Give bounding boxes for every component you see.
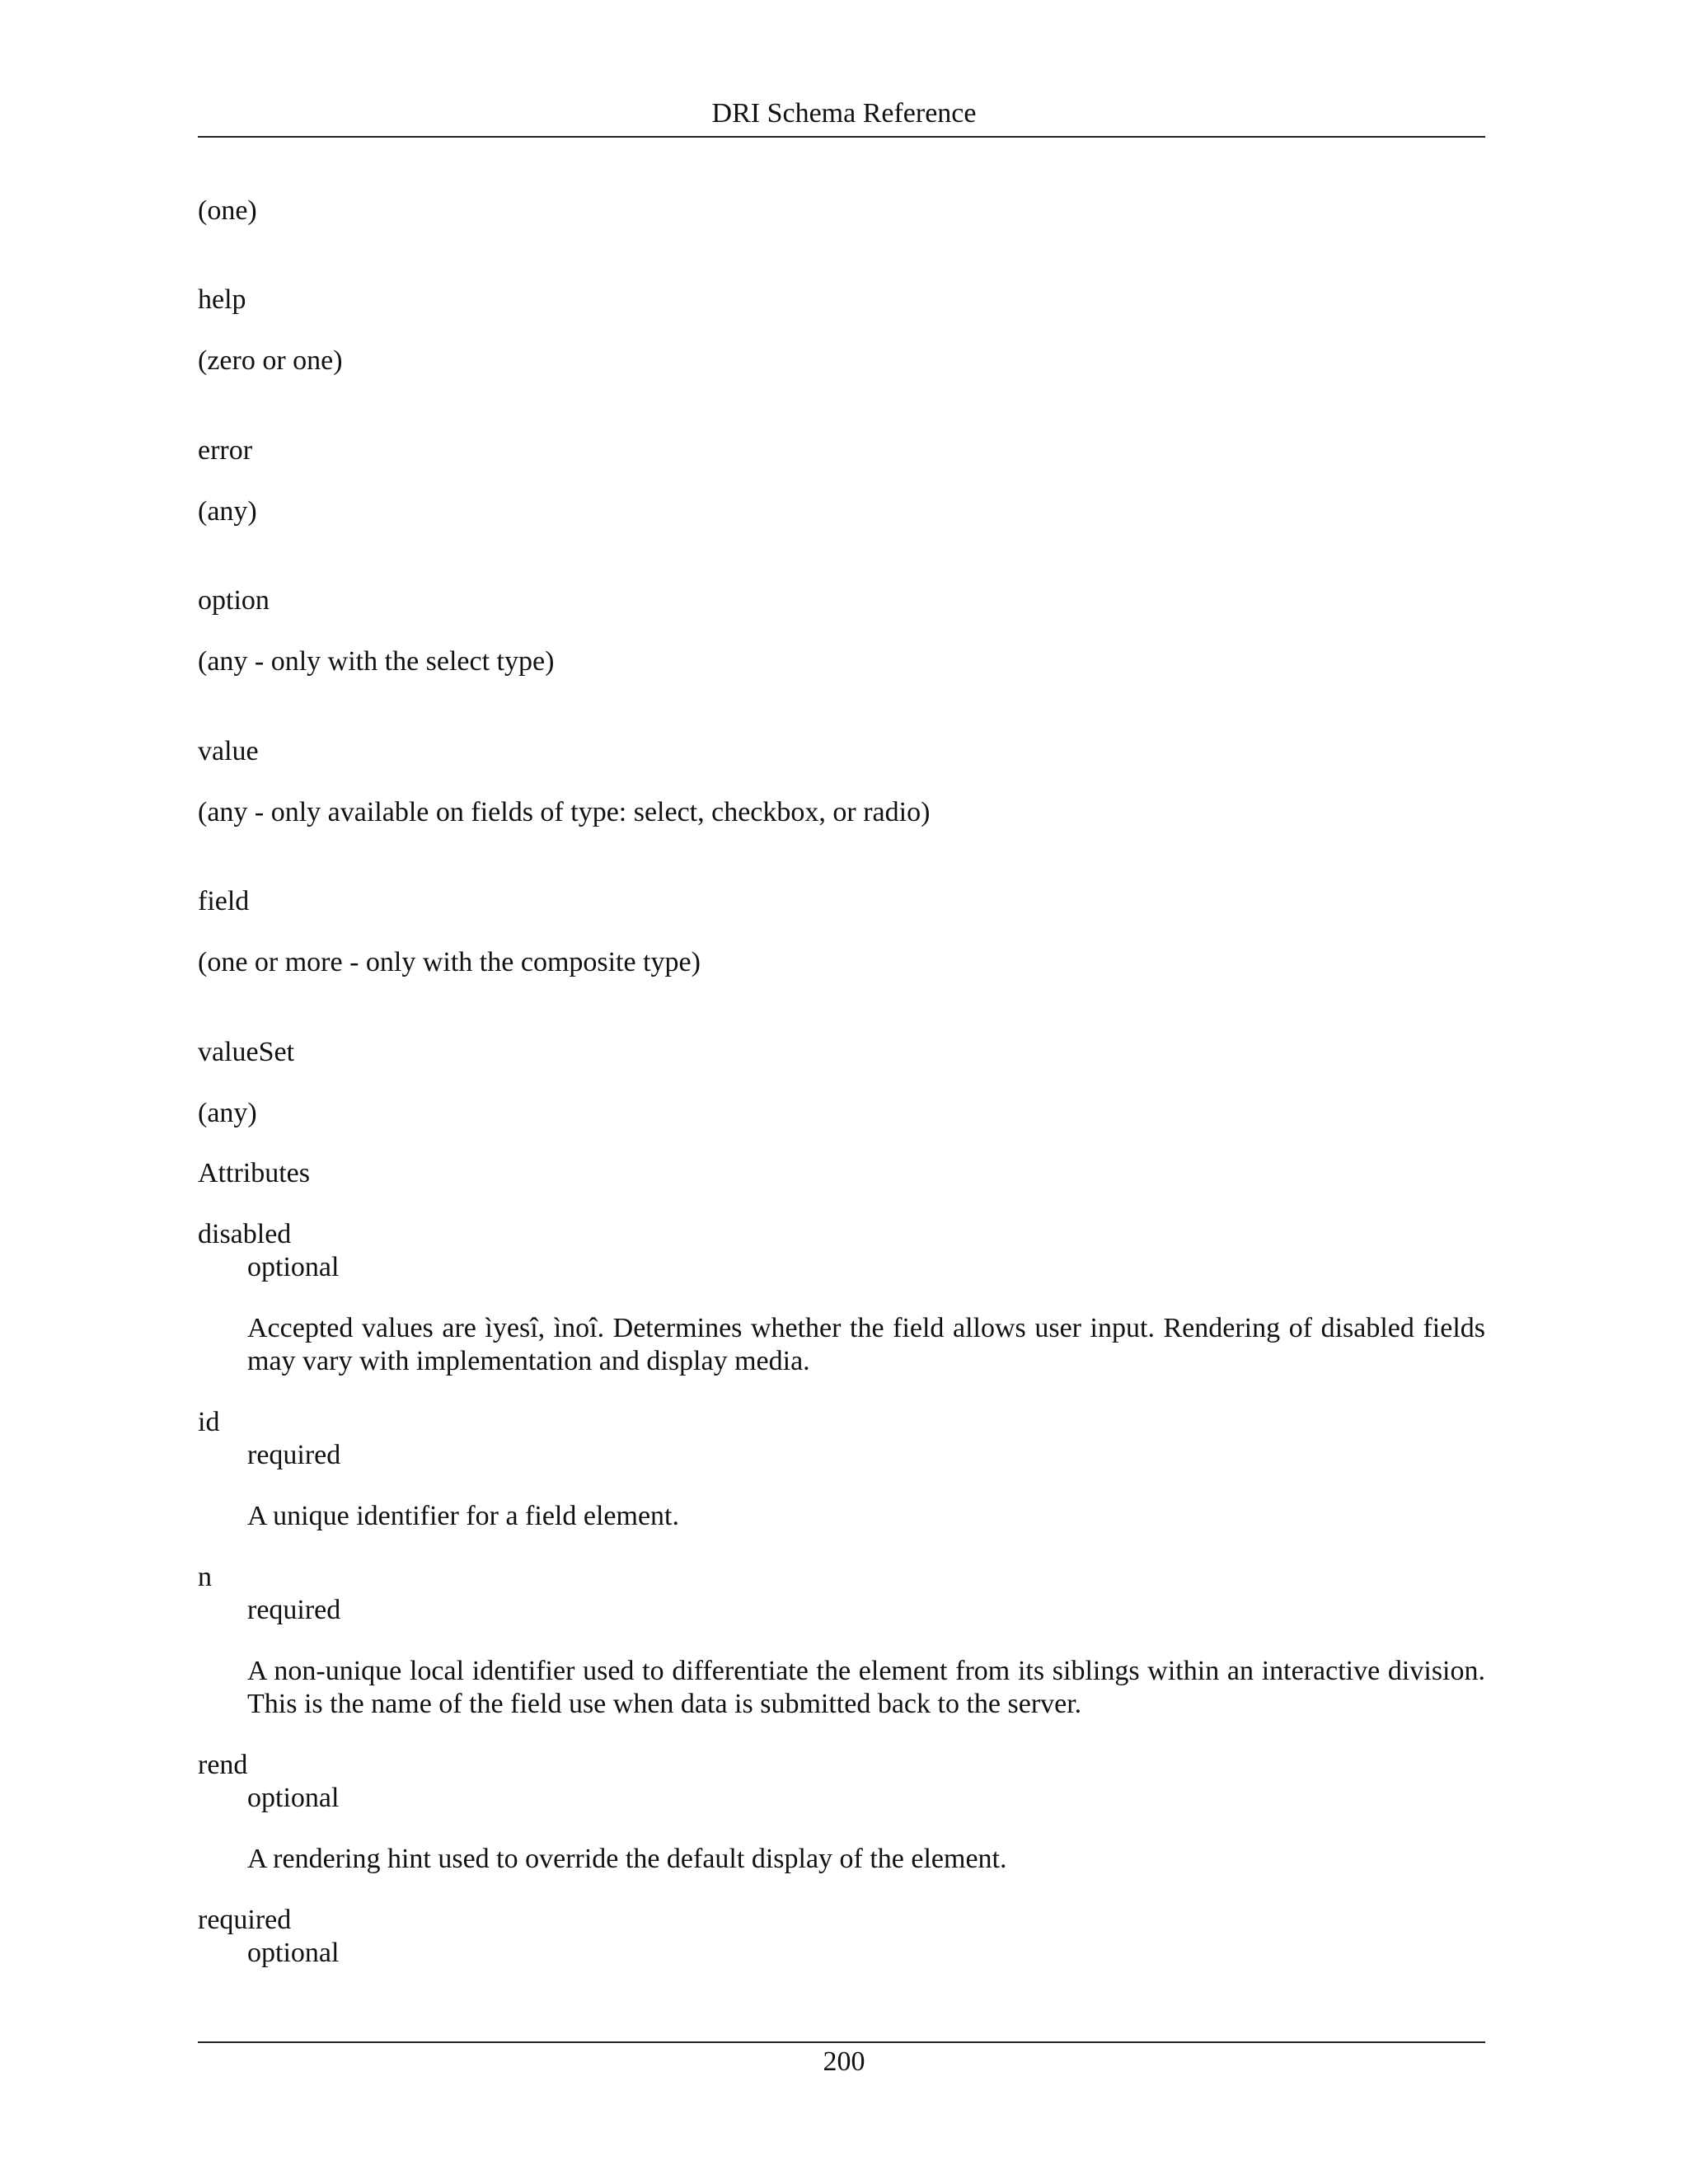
child-name: value (198, 736, 259, 766)
child-count: (one) (198, 195, 257, 226)
attribute-status: required (247, 1595, 341, 1625)
attribute-name: rend (198, 1750, 248, 1780)
child-count: (any - only with the select type) (198, 646, 555, 677)
attribute-status: optional (247, 1938, 340, 1968)
child-count: (one or more - only with the composite type) (198, 947, 701, 977)
child-count: (any) (198, 496, 257, 527)
attribute-name: required (198, 1905, 292, 1935)
child-count: (any) (198, 1098, 257, 1128)
running-header-title: DRI Schema Reference (711, 98, 977, 129)
attribute-description: Accepted values are ìyesî, ìnoî. Determines whether the field allows user input. Rendering of disabled fields may vary with implementation and display media. (247, 1313, 1485, 1376)
attributes-heading: Attributes (198, 1158, 310, 1188)
attribute-name: n (198, 1562, 212, 1592)
child-name: option (198, 585, 270, 616)
child-name: field (198, 886, 250, 916)
attribute-status: optional (247, 1783, 340, 1813)
header-rule (198, 136, 1485, 138)
child-count: (any - only available on fields of type: select, checkbox, or radio) (198, 797, 931, 827)
child-name: valueSet (198, 1037, 295, 1067)
attribute-description: A unique identifier for a field element. (247, 1501, 679, 1531)
child-name: error (198, 435, 253, 466)
attribute-name: id (198, 1407, 220, 1437)
attribute-name: disabled (198, 1219, 292, 1249)
attribute-status: optional (247, 1252, 340, 1282)
attribute-status: required (247, 1440, 341, 1470)
child-count: (zero or one) (198, 345, 343, 376)
footer-rule (198, 2041, 1485, 2043)
page-number: 200 (823, 2046, 865, 2077)
attribute-description: A non-unique local identifier used to differentiate the element from its siblings within an interactive division. This is the name of the field use when data is submitted back to the server. (247, 1656, 1485, 1719)
child-name: help (198, 284, 246, 315)
attribute-description: A rendering hint used to override the default display of the element. (247, 1844, 1007, 1874)
